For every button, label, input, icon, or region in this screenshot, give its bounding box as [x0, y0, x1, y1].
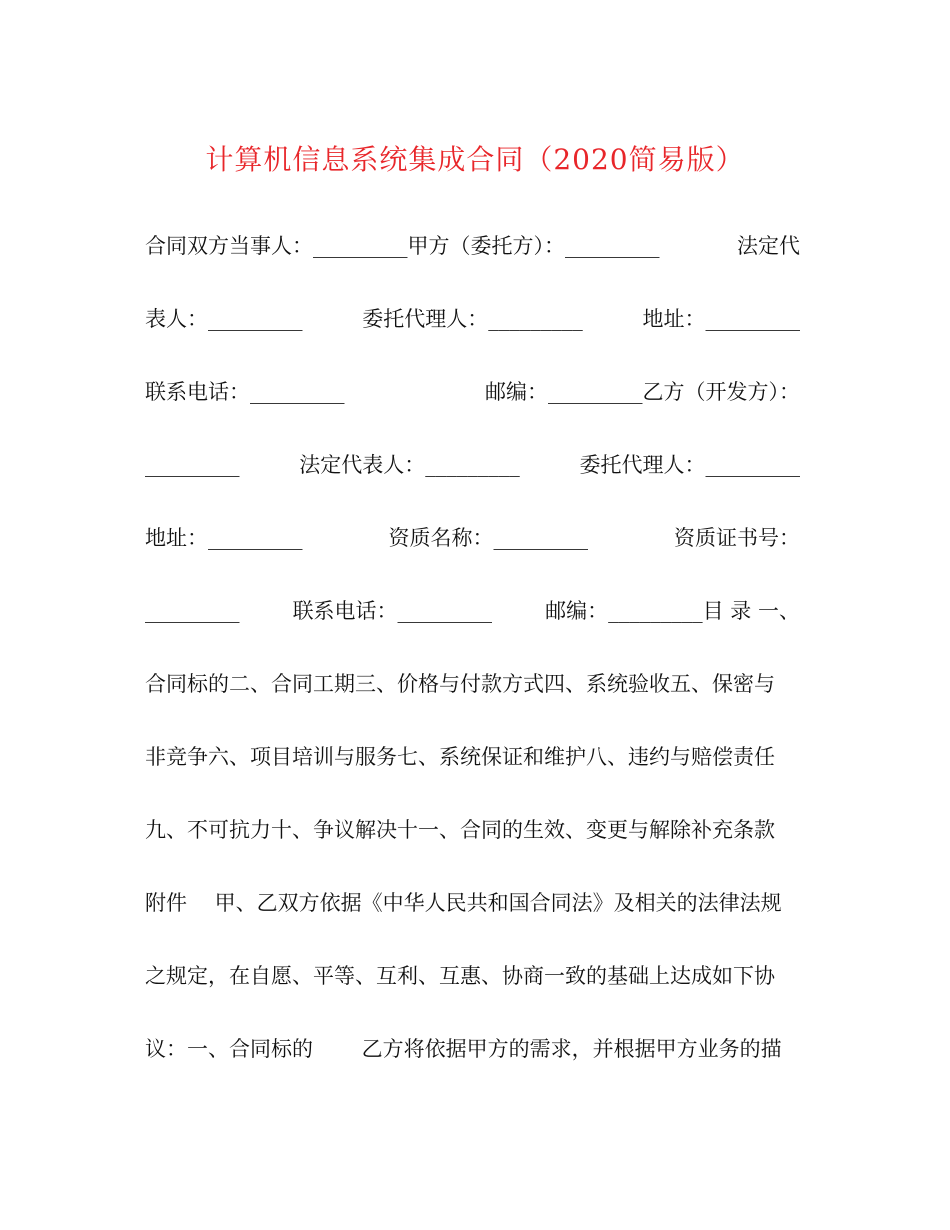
text-segment: 邮编：_________乙方（开发方）： [485, 380, 800, 404]
text-segment: _________ [145, 599, 240, 623]
text-line [145, 445, 800, 518]
text-segment: 法定代 [737, 234, 800, 258]
text-segment: 联系电话：_________ [292, 599, 493, 623]
text-line [145, 810, 800, 883]
text-segment: _________ [145, 453, 240, 477]
text-line [145, 737, 800, 810]
text-segment: 联系电话：_________ [145, 380, 345, 404]
text-line [145, 226, 800, 299]
text-segment: 议：一、合同标的 乙方将依据甲方的需求，并根据甲方业务的描 [145, 1037, 782, 1061]
text-segment: 附件 甲、乙双方依据《中华人民共和国合同法》及相关的法律法规 [145, 891, 782, 915]
text-segment: 法定代表人：_________ [299, 453, 520, 477]
text-segment: 资质名称：_________ [388, 526, 588, 550]
text-line [145, 1029, 800, 1102]
text-line [145, 518, 800, 591]
text-segment: 委托代理人：_________ [579, 453, 800, 477]
text-segment: 邮编：_________目 录 一、 [545, 599, 800, 623]
text-line [145, 372, 800, 445]
text-segment: 地址：_________ [145, 526, 303, 550]
document-body [145, 226, 800, 1102]
document-title: 计算机信息系统集成合同（2020简易版） [205, 143, 745, 176]
text-line [145, 591, 800, 664]
text-segment: 非竞争六、项目培训与服务七、系统保证和维护八、违约与赔偿责任 [145, 745, 775, 769]
text-segment: 资质证书号： [674, 526, 800, 550]
text-segment: 委托代理人：_________ [362, 307, 583, 331]
text-segment: 合同双方当事人：_________甲方（委托方）：_________ [145, 234, 660, 258]
text-segment: 表人：_________ [145, 307, 303, 331]
text-segment: 九、不可抗力十、争议解决十一、合同的生效、变更与解除补充条款 [145, 818, 775, 842]
text-line [145, 299, 800, 372]
text-line [145, 664, 800, 737]
text-segment: 之规定，在自愿、平等、互利、互惠、协商一致的基础上达成如下协 [145, 964, 775, 988]
text-segment: 合同标的二、合同工期三、价格与付款方式四、系统验收五、保密与 [145, 672, 775, 696]
text-segment: 地址：_________ [642, 307, 800, 331]
text-line [145, 883, 800, 956]
text-line [145, 956, 800, 1029]
